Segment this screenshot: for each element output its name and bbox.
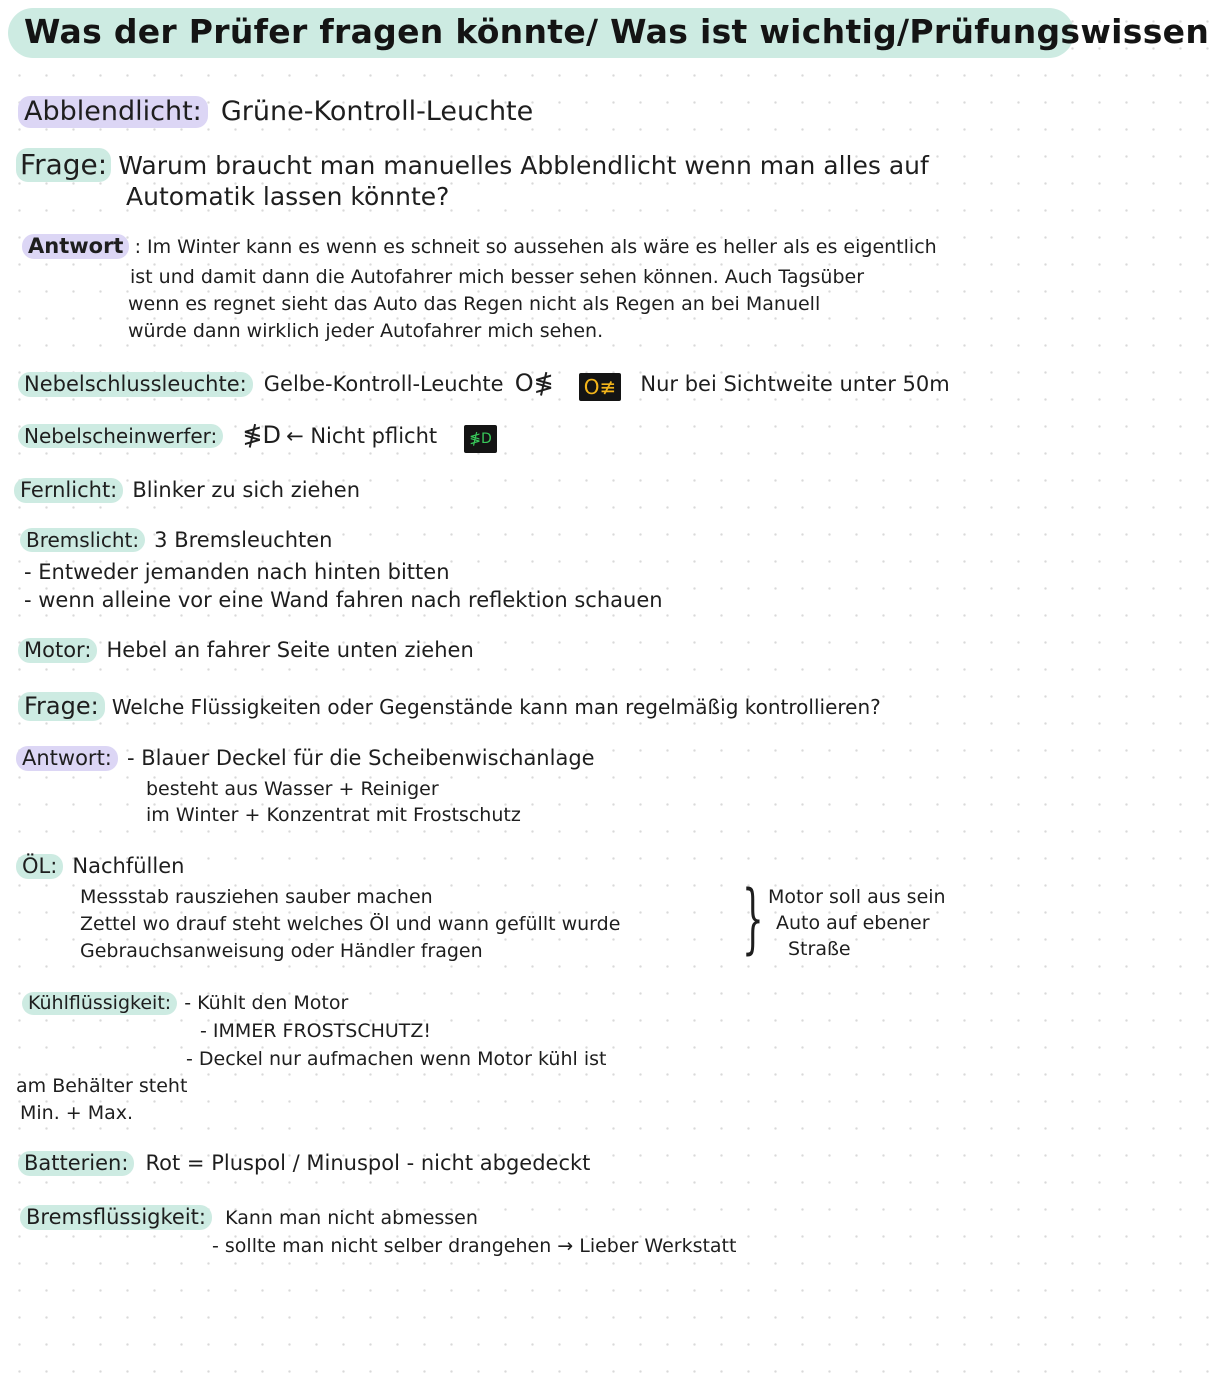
bremsfl-line2: - sollte man nicht selber drangehen → Lieber Werkstatt bbox=[212, 1235, 737, 1257]
kuehl-row bbox=[22, 992, 348, 1015]
antwort2-line3: im Winter + Konzentrat mit Frostschutz bbox=[146, 804, 521, 826]
oel-side-1: Motor soll aus sein bbox=[768, 886, 946, 908]
kuehl-line-3: - Deckel nur aufmachen wenn Motor kühl ist bbox=[186, 1048, 607, 1070]
antwort1-line2: ist und damit dann die Autofahrer mich besser sehen können. Auch Tagsüber bbox=[130, 266, 865, 288]
frage2-text: Welche Flüssigkeiten oder Gegenstände kann man regelmäßig kontrollieren? bbox=[111, 695, 881, 719]
nebelscheinwerfer-label: Nebelscheinwerfer: bbox=[18, 424, 223, 448]
nebelscheinwerfer-row bbox=[18, 421, 497, 453]
oel-title: Nachfüllen bbox=[72, 854, 185, 878]
fernlicht-text: Blinker zu sich ziehen bbox=[132, 478, 361, 502]
oel-label: ÖL: bbox=[16, 854, 63, 879]
bremslicht-text: 3 Bremsleuchten bbox=[154, 528, 333, 552]
kuehl-note-1: am Behälter steht bbox=[16, 1075, 188, 1097]
batterien-text: Rot = Pluspol / Minuspol - nicht abgedeckt bbox=[145, 1151, 591, 1175]
oel-side-2: Auto auf ebener bbox=[776, 912, 930, 934]
frage1-row bbox=[16, 148, 929, 182]
oel-row bbox=[16, 854, 184, 879]
bremsfl-label: Bremsflüssigkeit: bbox=[20, 1205, 212, 1230]
kuehl-line-2: - IMMER FROSTSCHUTZ! bbox=[200, 1020, 432, 1042]
rear-fog-lamp-icon: O≢ bbox=[579, 373, 622, 401]
nebelschluss-row bbox=[18, 369, 950, 401]
page-title: Was der Prüfer fragen könnte/ Was ist wichtig/Prüfungswissen bbox=[24, 12, 1209, 51]
frage1-line1: Warum braucht man manuelles Abblendlicht wenn man alles auf bbox=[118, 151, 929, 180]
fernlicht-label: Fernlicht: bbox=[14, 478, 123, 503]
oel-line-2: Zettel wo drauf steht welches Öl und wann gefüllt wurde bbox=[80, 913, 621, 935]
antwort2-row bbox=[16, 746, 595, 771]
batterien-label: Batterien: bbox=[18, 1151, 134, 1176]
nebelschluss-label: Nebelschlussleuchte: bbox=[18, 372, 253, 397]
front-fog-lamp-icon: ≸D bbox=[464, 425, 497, 453]
frage2-label: Frage: bbox=[18, 692, 105, 721]
bremsfl-row bbox=[20, 1205, 478, 1230]
oel-brace: } bbox=[742, 873, 764, 962]
oel-line-3: Gebrauchsanweisung oder Händler fragen bbox=[80, 940, 483, 962]
nebelschluss-note: Nur bei Sichtweite unter 50m bbox=[640, 372, 950, 396]
batterien-row bbox=[18, 1151, 590, 1176]
antwort1-line3: wenn es regnet sieht das Auto das Regen nicht als Regen an bei Manuell bbox=[128, 293, 821, 315]
abblendlicht-text: Grüne-Kontroll-Leuchte bbox=[220, 96, 534, 127]
antwort2-line1: - Blauer Deckel für die Scheibenwischanlage bbox=[126, 746, 595, 770]
kuehl-label: Kühlflüssigkeit: bbox=[22, 992, 177, 1015]
frage2-row bbox=[18, 692, 881, 721]
frage1-line2: Automatik lassen könnte? bbox=[126, 182, 450, 211]
nebelscheinwerfer-text: ← Nicht pflicht bbox=[286, 424, 438, 448]
bremslicht-row bbox=[20, 528, 333, 552]
antwort1-line1: : Im Winter kann es wenn es schneit so aussehen als wäre es heller als es eigentlich bbox=[134, 236, 937, 258]
bremslicht-label: Bremslicht: bbox=[20, 528, 145, 552]
antwort2-line2: besteht aus Wasser + Reiniger bbox=[146, 778, 439, 800]
oel-line-1: Messstab rausziehen sauber machen bbox=[80, 886, 433, 908]
motor-text: Hebel an fahrer Seite unten ziehen bbox=[106, 638, 474, 662]
fernlicht-row bbox=[14, 478, 360, 503]
oel-side-3: Straße bbox=[788, 938, 851, 960]
bremslicht-item-1: - Entweder jemanden nach hinten bitten bbox=[24, 560, 450, 584]
nebelschluss-glyph: O≸ bbox=[514, 369, 554, 397]
nebelschluss-text: Gelbe-Kontroll-Leuchte bbox=[263, 372, 504, 396]
abblendlicht-row bbox=[18, 96, 533, 128]
antwort1-line4: würde dann wirklich jeder Autofahrer mich sehen. bbox=[128, 320, 604, 342]
bremslicht-item-2: - wenn alleine vor eine Wand fahren nach reflektion schauen bbox=[24, 588, 663, 612]
motor-row bbox=[18, 638, 474, 663]
kuehl-line-1: - Kühlt den Motor bbox=[184, 992, 349, 1014]
antwort2-label: Antwort: bbox=[16, 746, 118, 771]
nebelscheinwerfer-glyph: ≸D bbox=[242, 421, 281, 449]
kuehl-note-2: Min. + Max. bbox=[20, 1102, 134, 1124]
abblendlicht-label: Abblendlicht: bbox=[18, 96, 208, 128]
frage1-label: Frage: bbox=[16, 148, 111, 182]
bremsfl-line1: Kann man nicht abmessen bbox=[225, 1207, 478, 1229]
antwort1-label: Antwort bbox=[22, 234, 129, 259]
antwort1-row bbox=[22, 234, 937, 259]
motor-label: Motor: bbox=[18, 638, 97, 663]
